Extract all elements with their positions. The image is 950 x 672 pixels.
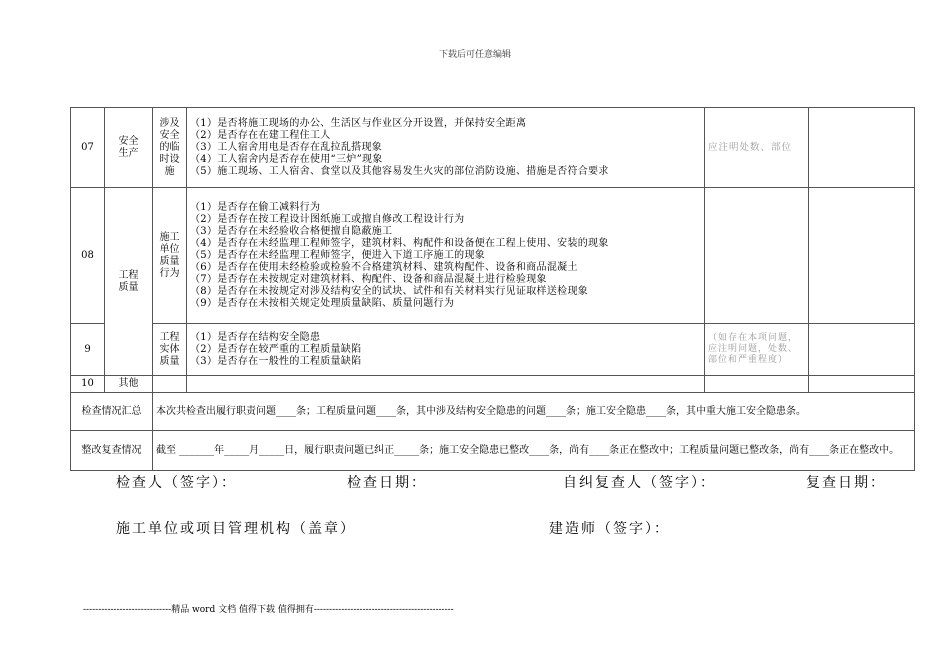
row-08-subcategory: 施工 单位 质量 行为: [153, 188, 187, 324]
row-08-item: （3）是否存在未经验收合格便擅自隐蔽施工: [190, 225, 393, 237]
row-9: [71, 324, 915, 376]
row-9-subcategory: 工程 实体 质量: [153, 324, 187, 376]
recheck-row: [71, 431, 915, 471]
check-date: 检查日期：: [347, 475, 427, 491]
row-07-item: （3）工人宿舍用电是否存在乱拉乱搭现象: [190, 141, 383, 153]
row-07-subcategory: 涉及 安全 的临 时设 施: [153, 108, 187, 188]
header-note: 下载后可任意编辑: [438, 50, 511, 60]
row-9-result[interactable]: [809, 324, 915, 376]
row-10-no: 10: [71, 376, 105, 393]
recheck-date: 复查日期：: [806, 475, 886, 491]
row-08-result[interactable]: [809, 188, 915, 324]
row-07-category: 安全 生产: [105, 108, 153, 188]
row-9-no: 9: [71, 324, 105, 376]
unit-seal: 施工单位或项目管理机构（盖章）: [116, 521, 356, 537]
row-08-item: （1）是否存在偷工减料行为: [190, 201, 321, 213]
row-07-no: 07: [71, 108, 105, 188]
inspection-table: [70, 107, 915, 471]
row-07-item: （4）工人宿舍内是否存在使用“三炉”现象: [190, 153, 383, 165]
row-08-item: （2）是否存在按工程设计图纸施工或擅自修改工程设计行为: [190, 213, 465, 225]
row-07-item: （1）是否将施工现场的办公、生活区与作业区分开设置，并保持安全距离: [190, 117, 527, 129]
row-08-item: （6）是否存在使用未经检验或检验不合格建筑材料、建筑构配件、设备和商品混凝土: [190, 261, 578, 273]
recheck-label: 整改复查情况: [71, 431, 153, 471]
self-recheck-signature: 自纠复查人（签字）：: [563, 475, 716, 491]
row-08-item: （5）是否存在未经监理工程师签字，便进入下道工序施工的现象: [190, 249, 486, 261]
row-08-item: （9）是否存在未按相关规定处理质量缺陷、质量问题行为: [190, 297, 455, 309]
row-10-category: 其他: [105, 376, 153, 393]
row-07-item: （2）是否存在在建工程住工人: [190, 129, 331, 141]
row-08-no: 08: [71, 188, 105, 324]
row-08-items: [187, 188, 705, 324]
row-07-note: 应注明处数、部位: [705, 108, 809, 188]
inspector-signature: 检查人（签字）：: [116, 475, 237, 491]
summary-text: 本次共检查出履行职责问题____条；工程质量问题____条，其中涉及结构安全隐患的问题____条；施工安全隐患____条，其中重大施工安全隐患条。: [153, 393, 915, 431]
builder-signature: 建造师（签字）：: [549, 521, 670, 537]
row-9-item: （1）是否存在结构安全隐患: [190, 331, 321, 343]
row-08-note[interactable]: [705, 188, 809, 324]
row-07-result[interactable]: [809, 108, 915, 188]
row-08-item: （4）是否存在未经监理工程师签字，建筑材料、构配件和设备便在工程上使用、安装的现象: [190, 237, 609, 249]
row-08-item: （8）是否存在未按规定对涉及结构安全的试块、试件和有关材料实行见证取样送检现象: [190, 285, 589, 297]
footer-note: -----------------------------精品 word 文档 值得下载 值得拥有----------------------------------------------: [83, 605, 454, 615]
row-9-item: （2）是否存在较严重的工程质量缺陷: [190, 343, 362, 355]
summary-row: [71, 393, 915, 431]
row-07: [71, 108, 915, 188]
recheck-text: 截至 _______年_____月_____日，履行职责问题已纠正_____条；施工安全隐患已整改____条，尚有____条正在整改中；工程质量问题已整改条，尚有____条正在整改中。: [153, 431, 915, 471]
row-07-item: （5）施工现场、工人宿舍、食堂以及其他容易发生火灾的部位消防设施、措施是否符合要求: [190, 165, 609, 177]
row-07-items: [187, 108, 705, 188]
quality-category: 工程 质量: [105, 188, 153, 376]
row-9-note: （如存在本项问题，应注明问题，处数、部位和严重程度）: [705, 324, 809, 376]
row-08-item: （7）是否存在未按规定对建筑材料、构配件、设备和商品混凝土进行检验现象: [190, 273, 547, 285]
summary-label: 检查情况汇总: [71, 393, 153, 431]
row-9-items: [187, 324, 705, 376]
row-08: [71, 188, 915, 324]
row-9-item: （3）是否存在一般性的工程质量缺陷: [190, 355, 362, 367]
row-10: [71, 376, 915, 393]
